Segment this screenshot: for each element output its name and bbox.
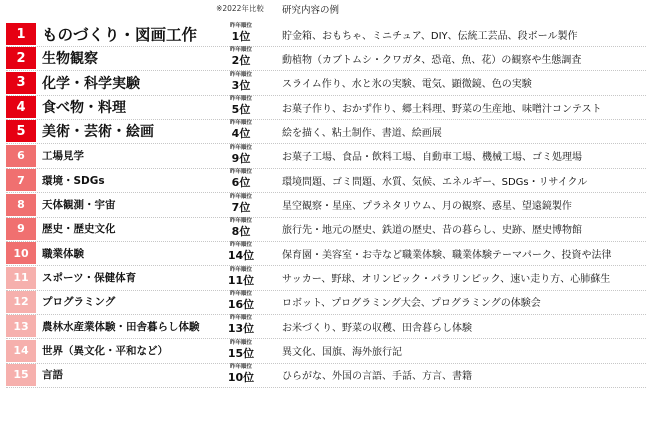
research-examples: お菓子作り、おかず作り、郷土料理、野菜の生産地、味噌汁コンテスト <box>282 103 602 115</box>
research-examples: 絵を描く、粘土制作、書道、絵画展 <box>282 127 442 139</box>
category-name: 言語 <box>42 369 63 382</box>
previous-rank-label: 昨年順位 <box>229 242 252 249</box>
ranking-row <box>6 339 646 364</box>
rank-badge: 7 <box>6 169 36 191</box>
category-name: 化学・科学実験 <box>42 75 140 92</box>
previous-rank-label: 昨年順位 <box>229 23 252 29</box>
rank-badge: 14 <box>6 340 36 362</box>
research-examples: サッカー、野球、オリンピック・パラリンピック、速い走り方、心肺蘇生 <box>282 274 611 285</box>
rank-badge: 9 <box>6 218 36 240</box>
previous-rank-label: 昨年順位 <box>229 339 252 346</box>
ranking-row <box>6 363 646 388</box>
ranking-row <box>6 22 646 47</box>
previous-rank <box>216 291 266 313</box>
rank-badge: 13 <box>6 315 36 337</box>
research-examples: ひらがな、外国の言語、手話、方言、書籍 <box>282 371 472 383</box>
category-name: 工場見学 <box>42 150 84 163</box>
research-examples: お米づくり、野菜の収穫、田舎暮らし体験 <box>282 322 472 334</box>
previous-rank <box>216 96 266 118</box>
previous-rank-value: 4位 <box>231 127 251 141</box>
previous-rank <box>216 218 266 240</box>
previous-rank <box>216 23 266 45</box>
ranking-row <box>6 144 646 169</box>
rank-badge: 12 <box>6 291 36 313</box>
research-examples: 保育園・美容室・お寺など職業体験、職業体験テーマパーク、投資や法律 <box>282 249 612 261</box>
previous-rank-value: 13位 <box>227 322 255 336</box>
ranking-row <box>6 266 646 291</box>
rank-badge: 5 <box>6 120 36 142</box>
category-name: 食べ物・料理 <box>42 100 126 117</box>
ranking-row <box>6 119 646 144</box>
previous-rank-value: 6位 <box>231 176 251 190</box>
previous-rank-value: 9位 <box>231 151 251 165</box>
rank-badge: 15 <box>6 364 36 386</box>
previous-rank <box>216 120 266 142</box>
previous-rank <box>216 145 266 167</box>
rank-badge: 10 <box>6 242 36 264</box>
ranking-row <box>6 168 646 193</box>
previous-rank-value: 1位 <box>231 30 251 43</box>
rank-badge: 6 <box>6 145 36 167</box>
research-examples: ロボット、プログラミング大会、プログラミングの体験会 <box>282 298 541 310</box>
category-name: 農林水産業体験・田舎暮らし体験 <box>42 320 200 333</box>
previous-rank-value: 10位 <box>227 370 255 384</box>
previous-rank-value: 7位 <box>231 200 251 214</box>
ranking-row <box>6 193 646 218</box>
previous-rank-value: 2位 <box>231 54 251 68</box>
previous-rank-value: 5位 <box>231 103 251 117</box>
previous-rank-label: 昨年順位 <box>229 96 252 103</box>
ranking-row <box>6 241 646 266</box>
research-examples: スライム作り、水と氷の実験、電気、顕微鏡、色の実験 <box>282 79 532 91</box>
ranking-row <box>6 71 646 96</box>
ranking-row <box>6 46 646 71</box>
research-examples: 異文化、国旗、海外旅行記 <box>282 347 402 359</box>
previous-rank <box>216 340 266 362</box>
previous-rank-label: 昨年順位 <box>229 193 252 200</box>
comparison-note: ※2022年比較 <box>216 4 264 13</box>
category-name: 美術・芸術・絵画 <box>42 124 154 141</box>
rank-badge: 2 <box>6 47 36 69</box>
category-name: 生物観察 <box>42 51 98 68</box>
previous-rank-label: 昨年順位 <box>229 120 252 127</box>
category-name: 環境・SDGs <box>42 174 105 187</box>
previous-rank-value: 16位 <box>227 297 255 311</box>
examples-column-title: 研究内容の例 <box>282 5 340 16</box>
rank-badge: 3 <box>6 72 36 94</box>
rank-badge: 4 <box>6 96 36 118</box>
rank-badge: 1 <box>6 23 36 45</box>
category-name: プログラミング <box>42 296 116 309</box>
research-examples: 旅行先・地元の歴史、鉄道の歴史、昔の暮らし、史跡、歴史博物館 <box>282 225 582 237</box>
previous-rank-label: 昨年順位 <box>229 217 252 224</box>
category-name: スポーツ・保健体育 <box>42 272 137 284</box>
previous-rank-label: 昨年順位 <box>229 315 252 322</box>
category-name: 歴史・歴史文化 <box>42 223 116 236</box>
category-name: 天体観測・宇宙 <box>42 199 116 211</box>
research-examples: お菓子工場、食品・飲料工場、自動車工場、機械工場、ゴミ処理場 <box>282 152 582 164</box>
previous-rank-value: 15位 <box>227 346 255 360</box>
research-examples: 動植物（カブトムシ・クワガタ、恐竜、魚、花）の観察や生態調査 <box>282 54 582 66</box>
previous-rank <box>216 169 266 191</box>
research-examples: 環境問題、ゴミ問題、水質、気候、エネルギー、SDGs・リサイクル <box>282 176 588 188</box>
previous-rank-label: 昨年順位 <box>229 47 252 54</box>
rank-badge: 8 <box>6 194 36 216</box>
previous-rank-label: 昨年順位 <box>229 290 252 297</box>
category-name: ものづくり・図画工作 <box>42 26 198 44</box>
previous-rank-label: 昨年順位 <box>229 266 252 273</box>
previous-rank-label: 昨年順位 <box>229 71 252 78</box>
previous-rank-value: 14位 <box>227 249 255 263</box>
research-examples: 貯金箱、おもちゃ、ミニチュア、DIY、伝統工芸品、段ボール製作 <box>282 30 578 42</box>
previous-rank <box>216 72 266 94</box>
previous-rank-value: 8位 <box>231 224 251 238</box>
category-name: 世界（異文化・平和など） <box>42 345 168 358</box>
ranking-row <box>6 217 646 242</box>
previous-rank-label: 昨年順位 <box>229 144 252 151</box>
previous-rank-value: 11位 <box>227 273 255 287</box>
category-name: 職業体験 <box>42 247 84 260</box>
previous-rank <box>216 242 266 264</box>
research-examples: 星空観察・星座、プラネタリウム、月の観察、惑星、望遠鏡製作 <box>282 201 572 212</box>
ranking-row <box>6 95 646 120</box>
previous-rank <box>216 194 266 216</box>
previous-rank-value: 3位 <box>231 78 251 92</box>
previous-rank <box>216 315 266 337</box>
ranking-row <box>6 314 646 339</box>
previous-rank <box>216 364 266 386</box>
previous-rank-label: 昨年順位 <box>229 169 252 176</box>
rank-badge: 11 <box>6 267 36 289</box>
ranking-row <box>6 290 646 315</box>
previous-rank <box>216 267 266 289</box>
previous-rank <box>216 47 266 69</box>
previous-rank-label: 昨年順位 <box>229 363 252 370</box>
